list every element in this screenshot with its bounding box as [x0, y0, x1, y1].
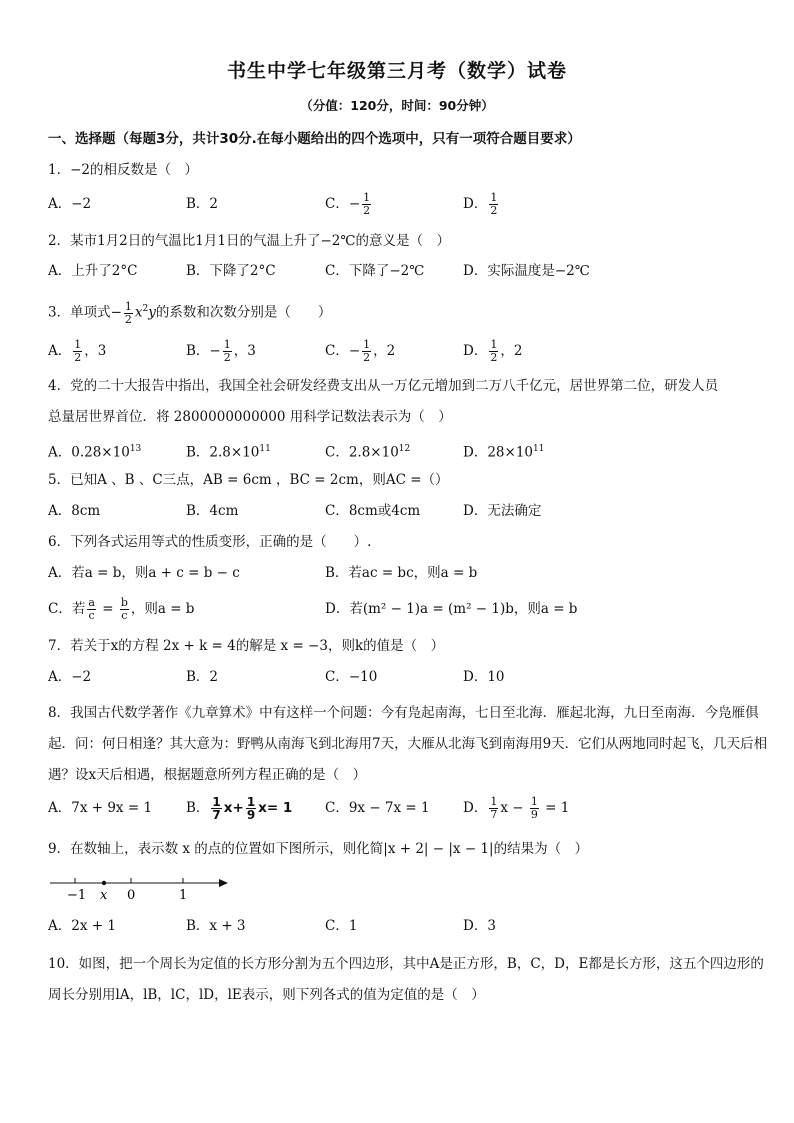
- question-4-line-1: 4．党的二十大报告中指出，我国全社会研发经费支出从一万亿元增加到二万八千亿元，居世界第二位，研发人员: [48, 378, 719, 394]
- question-10: 10．如图，把一个周长为定值的长方形分割为五个四边形，其中A是正方形，B，C，D，E都是长方形，这五个四边形的周长分别用lA，lB，lC，lD，lE表示，则下列各式的值为定值的是（ ）: [48, 956, 764, 1003]
- question-1: 1．−2的相反数是（ ）: [48, 162, 198, 178]
- q5-option-b: B．4cm: [186, 503, 239, 519]
- question-6: 6．下列各式运用等式的性质变形，正确的是（ ）.: [48, 534, 372, 550]
- number-line-figure: [48, 872, 238, 902]
- q5-option-a: A．8cm: [48, 503, 101, 519]
- question-4-line-2: 总量居世界首位．将 2800000000000 用科学记数法表示为（ ）: [48, 409, 452, 425]
- q1-option-d: D． $\frac{1}{2}$: [463, 191, 498, 217]
- q9-option-b: B．x + 3: [186, 918, 246, 934]
- q4-option-d: D．$28\times 10^{11}$: [463, 444, 545, 461]
- question-9-options: [48, 914, 768, 938]
- q8-option-a: A．7x + 9x = 1: [48, 800, 153, 816]
- question-6-options-row-1: [48, 561, 768, 585]
- q8-option-b: B． $\frac{1}{7}$ x+ $\frac{1}{9}$ x= 1: [186, 795, 293, 822]
- q4-option-b: B．$2.8\times 10^{11}$: [186, 444, 271, 461]
- q2-option-a: A．上升了2°C: [48, 263, 138, 279]
- question-8: 8．我国古代数学著作《九章算术》中有这样一个问题：今有凫起南海，七日至北海．雁起北海，九日至南海．今凫雁俱起．问：何日相逢？其大意为：野鸭从南海飞到北海用7天，大雁从北海飞到南海用9天．它们从两地同时起飞，几天后相遇？设x天后相遇，根据题意所列方程正确的是（ ）: [48, 705, 768, 783]
- q2-option-c: C．下降了−2℃: [325, 263, 425, 279]
- q9-option-a: A．2x + 1: [48, 918, 116, 934]
- question-7-options: [48, 665, 768, 689]
- q2-option-d: D．实际温度是−2℃: [463, 263, 590, 279]
- q8-option-d: D． $\frac{1}{7}$ x − $\frac{1}{9}$ = 1: [463, 795, 570, 821]
- question-3-options: [48, 339, 768, 363]
- question-3: 3．单项式− $\frac{1}{2}$ $x^2y$的系数和次数分别是（ ）: [48, 299, 332, 326]
- q4-option-c: C．$2.8\times 10^{12}$: [325, 444, 411, 461]
- q1-option-b: B．2: [186, 196, 219, 212]
- q8-option-c: C．9x − 7x = 1: [325, 800, 430, 816]
- point-x: [102, 881, 106, 885]
- q7-option-c: C．−10: [325, 669, 378, 685]
- q1-option-a: A．−2: [48, 196, 92, 212]
- number-line-arrow: [219, 879, 228, 887]
- section-heading: 一、选择题（每题3分，共计30分.在每小题给出的四个选项中，只有一项符合题目要求）: [48, 131, 581, 147]
- question-9: 9．在数轴上，表示数 x 的点的位置如下图所示，则化简|x + 2| − |x − 1|的结果为（ ）: [48, 841, 589, 857]
- label-1: 1: [179, 888, 188, 902]
- q7-option-b: B．2: [186, 669, 219, 685]
- exam-title: 书生中学七年级第三月考（数学）试卷: [226, 60, 567, 82]
- exam-subtitle: （分值：120分，时间：90分钟）: [300, 98, 494, 113]
- q3-option-b: B．− $\frac{1}{2}$ ，3: [186, 338, 256, 364]
- question-4-options: [48, 437, 768, 461]
- question-2-options: [48, 259, 768, 283]
- question-5: 5．已知A 、B 、C三点，AB = 6cm ，BC = 2cm，则AC =（）: [48, 472, 449, 488]
- q6-option-d: D．若(m² − 1)a = (m² − 1)b，则a = b: [325, 601, 578, 617]
- question-5-options: [48, 499, 768, 523]
- q5-option-d: D．无法确定: [463, 503, 542, 519]
- q3-option-a: A． $\frac{1}{2}$ ，3: [48, 338, 107, 364]
- q1-option-c: C．− $\frac{1}{2}$: [325, 191, 371, 217]
- q7-option-d: D．10: [463, 669, 505, 685]
- q9-option-c: C．1: [325, 918, 358, 934]
- q7-option-a: A．−2: [48, 669, 92, 685]
- label-x: x: [100, 888, 108, 902]
- q3-option-d: D． $\frac{1}{2}$ ，2: [463, 338, 523, 364]
- label-0: 0: [127, 888, 136, 902]
- question-7: 7．若关于x的方程 2x + k = 4的解是 x = −3，则k的值是（ ）: [48, 638, 445, 654]
- question-2: 2．某市1月2日的气温比1月1日的气温上升了−2℃的意义是（ ）: [48, 233, 450, 249]
- label-minus-1: −1: [67, 888, 87, 902]
- question-6-options-row-2: [48, 597, 768, 621]
- q6-option-b: B．若ac = bc，则a = b: [325, 565, 478, 581]
- q4-option-a: A．$0.28\times 10^{13}$: [48, 444, 142, 461]
- question-1-options: [48, 192, 768, 216]
- q6-option-a: A．若a = b，则a + c = b − c: [48, 565, 240, 581]
- q2-option-b: B．下降了2°C: [186, 263, 276, 279]
- q3-option-c: C．− $\frac{1}{2}$ ，2: [325, 338, 396, 364]
- q9-option-d: D．3: [463, 918, 496, 934]
- question-8-options: [48, 796, 768, 820]
- q6-option-c: C．若 $\frac{a}{c}$ = $\frac{b}{c}$ ，则a = b: [48, 596, 195, 622]
- q5-option-c: C．8cm或4cm: [325, 503, 421, 519]
